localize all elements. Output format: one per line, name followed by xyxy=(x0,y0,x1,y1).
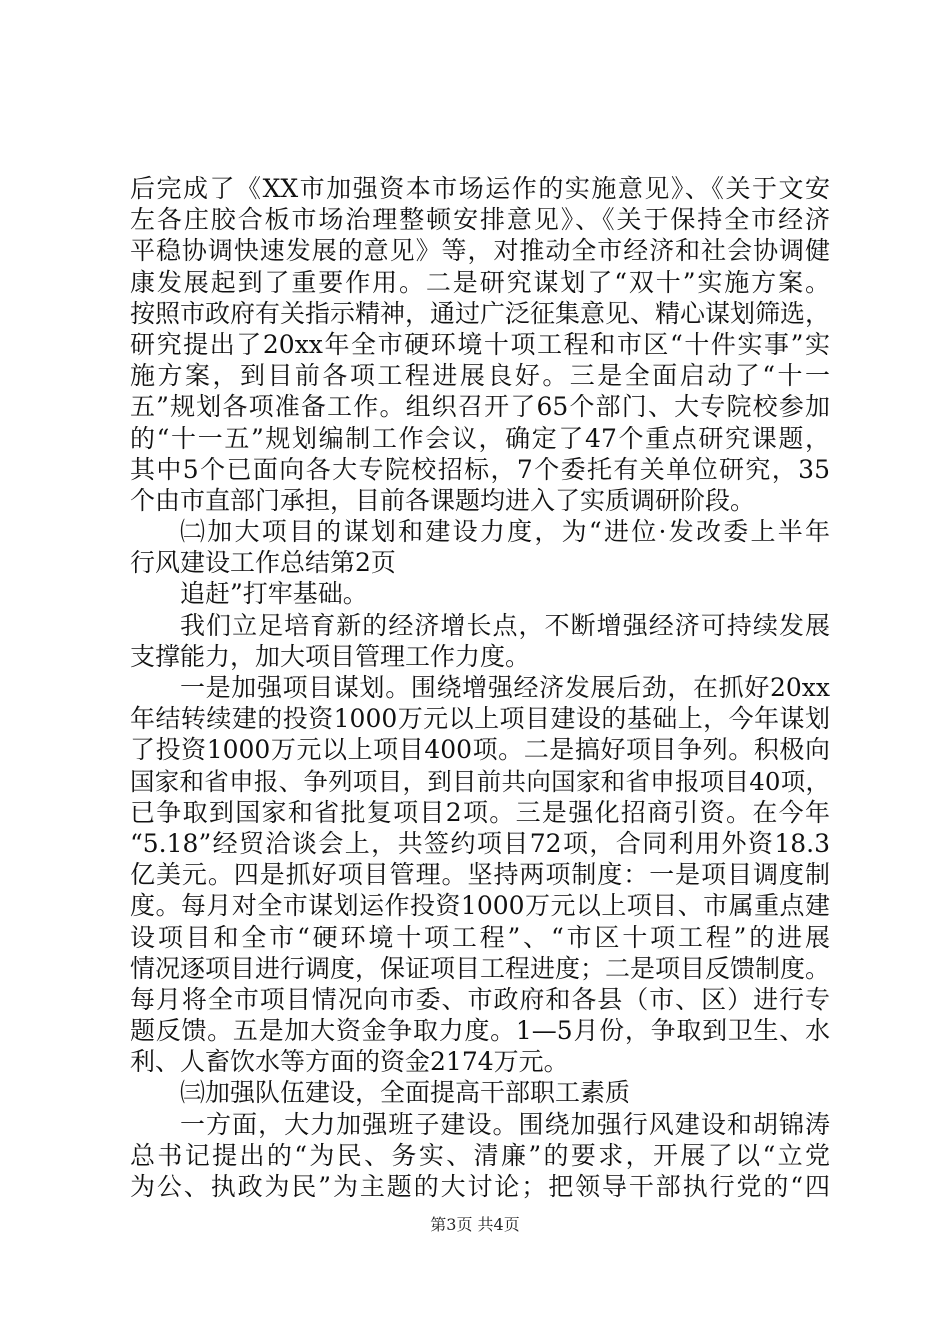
text-line: 情况逐项目进行调度，保证项目工程进度；二是项目反馈制度。 xyxy=(130,953,831,983)
text-line: 左各庄胶合板市场治理整顿安排意见》、《关于保持全市经济 xyxy=(130,205,830,235)
text-line: 总书记提出的“为民、务实、清廉”的要求，开展了以“立党 xyxy=(130,1140,830,1170)
paragraph-first-line: 我们立足培育新的经济增长点，不断增强经济可持续发展 xyxy=(180,610,830,640)
text-line: 已争取到国家和省批复项目2项。三是强化招商引资。在今年 xyxy=(130,797,830,827)
page-footer xyxy=(0,1215,950,1235)
text-line: 其中5个已面向各大专院校招标，7个委托有关单位研究，35 xyxy=(130,454,830,484)
text-line: 研究提出了20xx年全市硬环境十项工程和市区“十件实事”实 xyxy=(130,329,830,359)
document-body xyxy=(130,173,830,1202)
text-line: 设项目和全市“硬环境十项工程”、“市区十项工程”的进展 xyxy=(130,922,830,952)
text-line: 五”规划各项准备工作。组织召开了65个部门、大专院校参加 xyxy=(130,392,830,422)
text-line: 康发展起到了重要作用。二是研究谋划了“双十”实施方案。 xyxy=(130,267,830,297)
paragraph-first-line: 一是加强项目谋划。围绕增强经济发展后劲，在抓好20xx xyxy=(180,673,830,702)
text-line: 题反馈。五是加大资金争取力度。1—5月份，争取到卫生、水 xyxy=(130,1016,830,1046)
text-line: 平稳协调快速发展的意见》等，对推动全市经济和社会协调健 xyxy=(130,236,830,266)
text-line: 了投资1000万元以上项目400项。二是搞好项目争列。积极向 xyxy=(130,735,830,765)
section-heading-2: ㈡加大项目的谋划和建设力度，为“进位·发改委上半年 xyxy=(180,517,830,547)
text-line: 年结转续建的投资1000万元以上项目建设的基础上，今年谋划 xyxy=(130,704,830,734)
text-line: 后完成了《XX市加强资本市场运作的实施意见》、《关于文安 xyxy=(130,174,830,203)
text-line: 追赶”打牢基础。 xyxy=(180,579,368,609)
text-line: 施方案，到目前各项工程进展良好。三是全面启动了“十一 xyxy=(130,361,830,391)
text-line: 每月将全市项目情况向市委、市政府和各县（市、区）进行专 xyxy=(130,984,830,1014)
text-line: 为公、执政为民”为主题的大讨论；把领导干部执行党的“四 xyxy=(130,1172,830,1201)
text-line: “5.18”经贸洽谈会上，共签约项目72项，合同利用外资18.3 xyxy=(130,828,830,858)
paragraph-first-line: 一方面，大力加强班子建设。围绕加强行风建设和胡锦涛 xyxy=(180,1109,830,1139)
text-line: 利、人畜饮水等方面的资金2174万元。 xyxy=(130,1047,569,1077)
text-line: 亿美元。四是抓好项目管理。坚持两项制度：一是项目调度制 xyxy=(130,860,830,890)
text-line: 国家和省申报、争列项目，到目前共向国家和省申报项目40项， xyxy=(130,766,830,796)
section-heading-3: ㈢加强队伍建设，全面提高干部职工素质 xyxy=(180,1078,631,1108)
text-line: 支撑能力，加大项目管理工作力度。 xyxy=(130,641,531,671)
text-line: 的“十一五”规划编制工作会议，确定了47个重点研究课题， xyxy=(130,423,830,453)
text-line: 按照市政府有关指示精神，通过广泛征集意见、精心谋划筛选， xyxy=(130,298,831,328)
text-line: 行风建设工作总结第2页 xyxy=(130,548,396,578)
text-line: 个由市直部门承担，目前各课题均进入了实质调研阶段。 xyxy=(130,485,756,515)
text-line: 度。每月对全市谋划运作投资1000万元以上项目、市属重点建 xyxy=(130,891,830,921)
page-number: 第3页 共4页 xyxy=(430,1215,520,1234)
